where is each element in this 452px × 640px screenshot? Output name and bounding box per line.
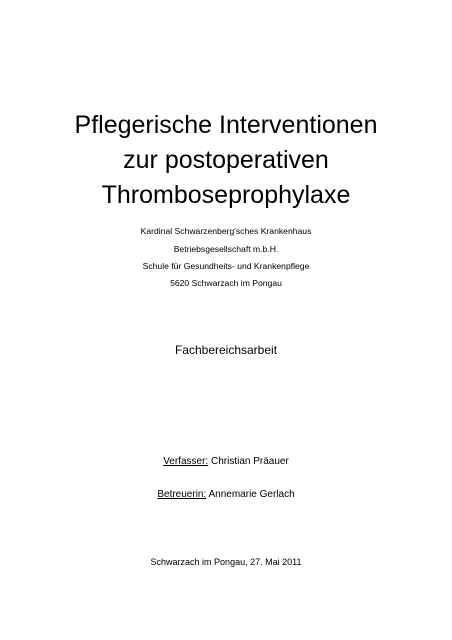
supervisor-name: Annemarie Gerlach [208,489,295,500]
institution-line-4: 5620 Schwarzach im Pongau [170,278,282,288]
title-line-3: Thromboseprophylaxe [101,181,351,209]
institution-line-2: Betriebsgesellschaft m.b.H. [173,244,279,254]
institution-line-1: Kardinal Schwarzenberg'sches Krankenhaus [140,226,312,236]
title-line-2: zur postoperativen [123,146,329,174]
supervisor-label: Betreuerin: [157,489,207,500]
institution-line-3: Schule für Gesundheits- und Krankenpflege [142,261,310,271]
supervisor-line [0,488,452,502]
title-line-1: Pflegerische Interventionen [74,111,378,139]
author-line [0,455,452,469]
author-label: Verfasser: [163,456,209,467]
author-name: Christian Präauer [211,456,289,467]
place-date: Schwarzach im Pongau, 27. Mai 2011 [150,557,302,567]
document-type: Fachbereichsarbeit [174,343,278,357]
